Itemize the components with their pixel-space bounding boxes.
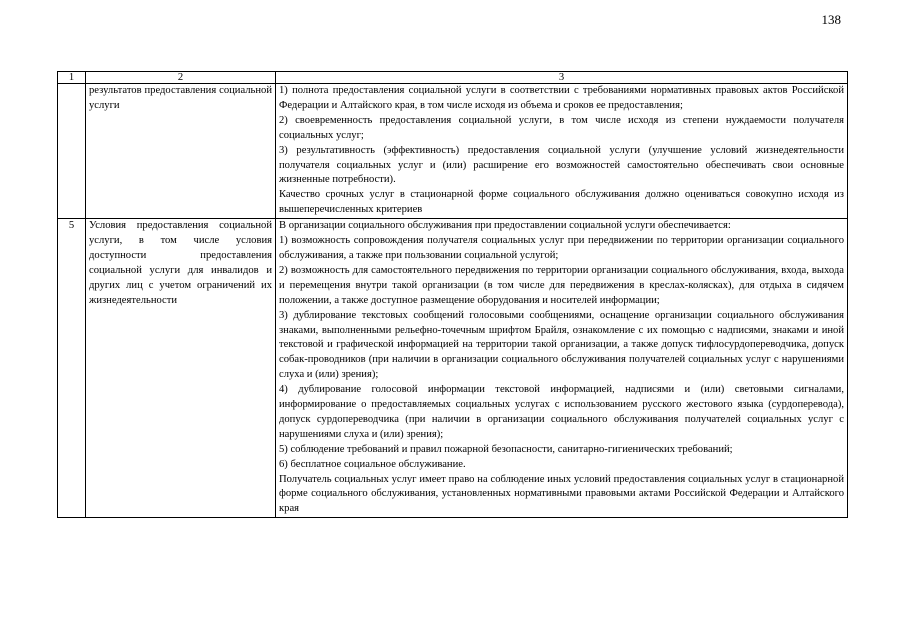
services-table (57, 71, 848, 518)
table-row (58, 84, 848, 219)
row-name: Условия предоставления социальной услуги, в том числе условия доступности предоставления социальной услуги для инвалидов и других лиц с учетом ограничений их жизнедеятельности (86, 219, 276, 518)
page-number: 138 (821, 12, 841, 27)
row-content (276, 84, 848, 219)
content-paragraph: Получатель социальных услуг имеет право на соблюдение иных условий предоставления социальных услуг в стационарной форме социального обслуживания, установленных нормативными правовыми актами Российской Федерации и Алтайского края (279, 473, 844, 515)
column-header-2: 2 (86, 72, 276, 84)
table-header-row (58, 72, 848, 84)
content-paragraph: 2) своевременность предоставления социальной услуги, в том числе исходя из степени нуждаемости получателя социальных услуг; (279, 114, 844, 141)
row-content (276, 219, 848, 518)
row-number (58, 84, 86, 219)
content-paragraph: 1) возможность сопровождения получателя социальных услуг при передвижении по территории организации социального обслуживания, а также при пользовании социальной услугой; (279, 235, 844, 261)
content-paragraph: Качество срочных услуг в стационарной форме социального обслуживания должно оцениваться совокупно исходя из вышеперечисленных критериев (279, 189, 844, 216)
content-paragraph: 2) возможность для самостоятельного передвижения по территории организации социального обслуживания, входа, выхода и перемещения внутри такой организации (в том числе для передвижения в креслах-колясках), для отдыха в сидячем положении, а также доступное размещение оборудования и носителей информации; (279, 264, 844, 306)
content-paragraph: 6) бесплатное социальное обслуживание. (279, 458, 466, 470)
row-number: 5 (58, 219, 86, 518)
content-paragraph: 3) результативность (эффективность) предоставления социальной услуги (улучшение условий жизнедеятельности получателя социальных услуг и (или) расширение его возможностей самостоятельно обеспечивать свои основные жизненные потребности). (279, 144, 844, 186)
content-paragraph: 1) полнота предоставления социальной услуги в соответствии с требованиями нормативных правовых актов Российской Федерации и Алтайского края, в том числе исходя из объема и сроков ее предоставления; (279, 85, 844, 111)
row-name: результатов предоставления социальной услуги (86, 84, 276, 219)
column-header-3: 3 (276, 72, 848, 84)
table-row (58, 219, 848, 518)
column-header-1: 1 (58, 72, 86, 84)
content-paragraph: 4) дублирование голосовой информации текстовой информацией, надписями и (или) световыми сигналами, информирование о предоставляемых социальных услугах с использованием русского жестового языка (сурдоперевода), допуск сурдопереводчика (при наличии в организации социального обслуживания получателей социальных услуг с нарушениями слуха и (или) зрения); (279, 384, 844, 440)
content-paragraph: В организации социального обслуживания при предоставлении социальной услуги обеспечивается: (279, 220, 731, 232)
content-paragraph: 3) дублирование текстовых сообщений голосовыми сообщениями, оснащение организации социального обслуживания знаками, выполненными рельефно-точечным шрифтом Брайля, ознакомление с их помощью с надписями, знаками и иной текстовой и графической информацией на территории такой организации, а также допуск тифлосурдопереводчика, допуск собак-проводников (при наличии в организации социального обслуживания получателей социальных услуг с нарушениями слуха и (или) зрения); (279, 309, 844, 381)
content-paragraph: 5) соблюдение требований и правил пожарной безопасности, санитарно-гигиенических требований; (279, 443, 733, 455)
